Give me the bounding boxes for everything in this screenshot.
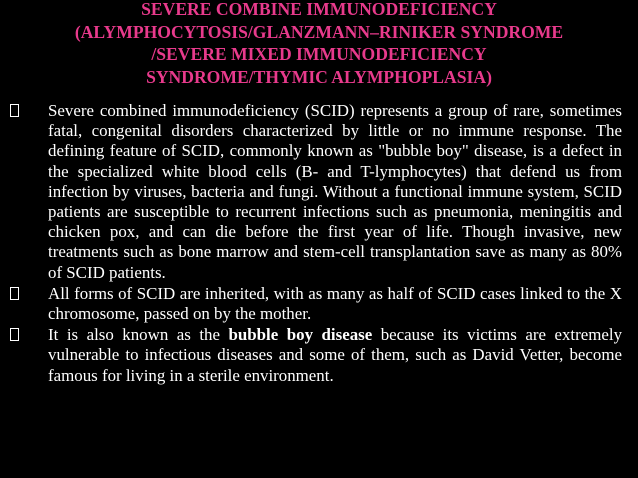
bullet-box-icon: [10, 104, 19, 117]
bullet-text: [48, 325, 622, 384]
bullet-box-icon: [10, 287, 19, 300]
bullet-text-bold: bubble boy disease: [228, 325, 373, 345]
title-line: SYNDROME/THYMIC ALYMPHOPLASIA): [146, 66, 492, 87]
title-line: (ALYMPHOCYTOSIS/GLANZMANN–RINIKER SYNDROME: [74, 21, 564, 42]
bullet-text: All forms of SCID are inherited, with as many as half of SCID cases linked to the X chromosome, passed on by the mother.: [48, 283, 622, 324]
bullet-item: [10, 101, 622, 283]
bullet-text-after: because its victims are extremely vulnerable to infectious diseases and some of them, such as David Vetter, become famous for living in a sterile environment.: [48, 325, 623, 385]
title-line: SEVERE COMBINE IMMUNODEFICIENCY: [141, 0, 497, 19]
bullet-item: [10, 325, 622, 386]
title-line: /SEVERE MIXED IMMUNODEFICIENCY: [151, 44, 487, 65]
slide-title: [30, 0, 608, 88]
bullet-text: Severe combined immunodeficiency (SCID) represents a group of rare, sometimes fatal, congenital disorders characterized by little or no immune response. The defining feature of SCID, commonly known as "bubble boy" disease, is a defect in the specialized white blood cells (B- and T-lymphocytes) that defend us from infection by viruses, bacteria and fungi. Without a functional immune system, SCID patients are susceptible to recurrent infections such as pneumonia, meningitis and chicken pox, and can die before the first year of life. Though invasive, new treatments such as bone marrow and stem-cell transplantation save as many as 80% of SCID patients.: [48, 101, 622, 282]
bullet-text-before: It is also known as the: [48, 325, 229, 345]
bullet-box-icon: [10, 328, 19, 341]
bullet-list: [10, 101, 622, 387]
bullet-item: [10, 284, 622, 324]
